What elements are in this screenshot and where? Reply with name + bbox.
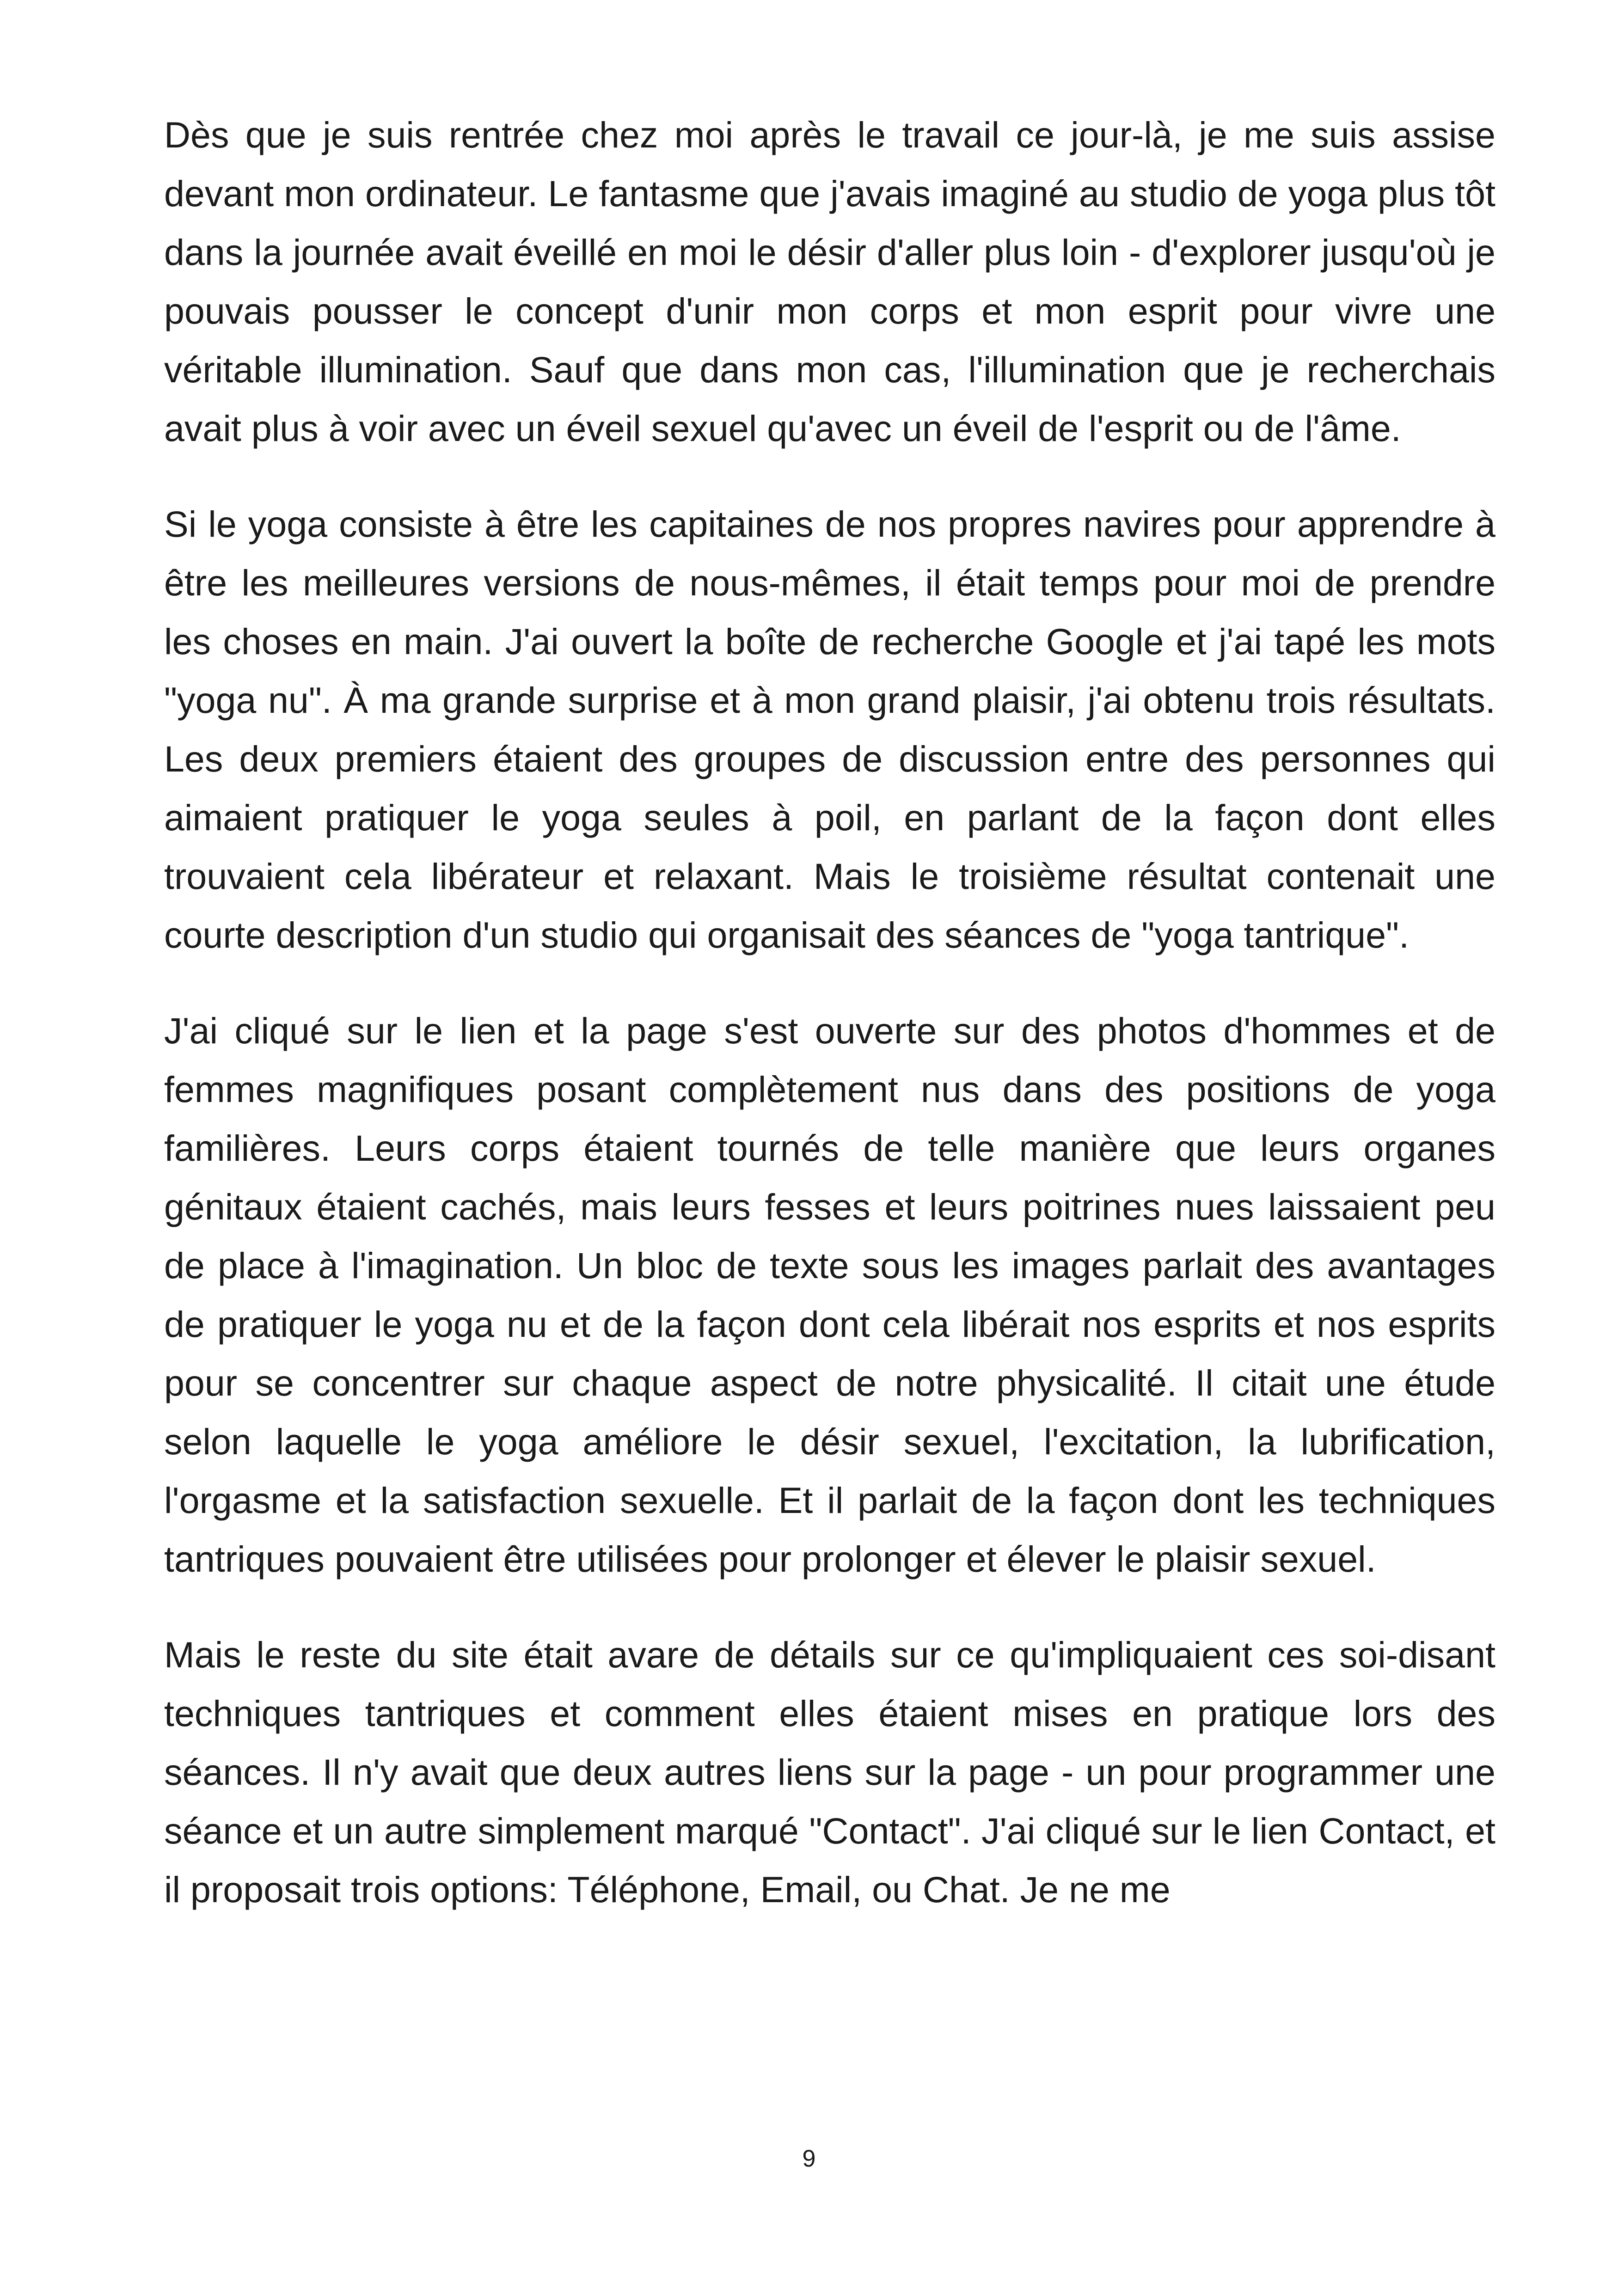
paragraph-2: Si le yoga consiste à être les capitaines de nos propres navires pour apprendre à être les meilleures versions de nous-mêmes, il était temps pour moi de prendre les choses en main. J'ai ouvert la boîte de recherche Google et j'ai tapé les mots "yoga nu". À ma grande surprise et à mon grand plaisir, j'ai obtenu trois résultats. Les deux premiers étaient des groupes de discussion entre des personnes qui aimaient pratiquer le yoga seules à poil, en parlant de la façon dont elles trouvaient cela libérateur et relaxant. Mais le troisième résultat contenait une courte description d'un studio qui organisait des séances de "yoga tantrique".	[164, 503, 1495, 955]
page-number: 9	[802, 2145, 816, 2172]
paragraph-3: J'ai cliqué sur le lien et la page s'est ouverte sur des photos d'hommes et de femmes magnifiques posant complètement nus dans des positions de yoga familières. Leurs corps étaient tournés de telle manière que leurs organes génitaux étaient cachés, mais leurs fesses et leurs poitrines nues laissaient peu de place à l'imagination. Un bloc de texte sous les images parlait des avantages de pratiquer le yoga nu et de la façon dont cela libérait nos esprits et nos esprits pour se concentrer sur chaque aspect de notre physicalité. Il citait une étude selon laquelle le yoga améliore le désir sexuel, l'excitation, la lubrification, l'orgasme et la satisfaction sexuelle. Et il parlait de la façon dont les techniques tantriques pouvaient être utilisées pour prolonger et élever le plaisir sexuel.	[164, 1010, 1495, 1580]
paragraph-1: Dès que je suis rentrée chez moi après le travail ce jour-là, je me suis assise devant mon ordinateur. Le fantasme que j'avais imaginé au studio de yoga plus tôt dans la journée avait éveillé en moi le désir d'aller plus loin - d'explorer jusqu'où je pouvais pousser le concept d'unir mon corps et mon esprit pour vivre une véritable illumination. Sauf que dans mon cas, l'illumination que je recherchais avait plus à voir avec un éveil sexuel qu'avec un éveil de l'esprit ou de l'âme.	[164, 114, 1495, 449]
body-text	[164, 105, 1495, 1956]
paragraph-4: Mais le reste du site était avare de détails sur ce qu'impliquaient ces soi-disant techniques tantriques et comment elles étaient mises en pratique lors des séances. Il n'y avait que deux autres liens sur la page - un pour programmer une séance et un autre simplement marqué "Contact". J'ai cliqué sur le lien Contact, et il proposait trois options: Téléphone, Email, ou Chat. Je ne me	[164, 1634, 1495, 1910]
